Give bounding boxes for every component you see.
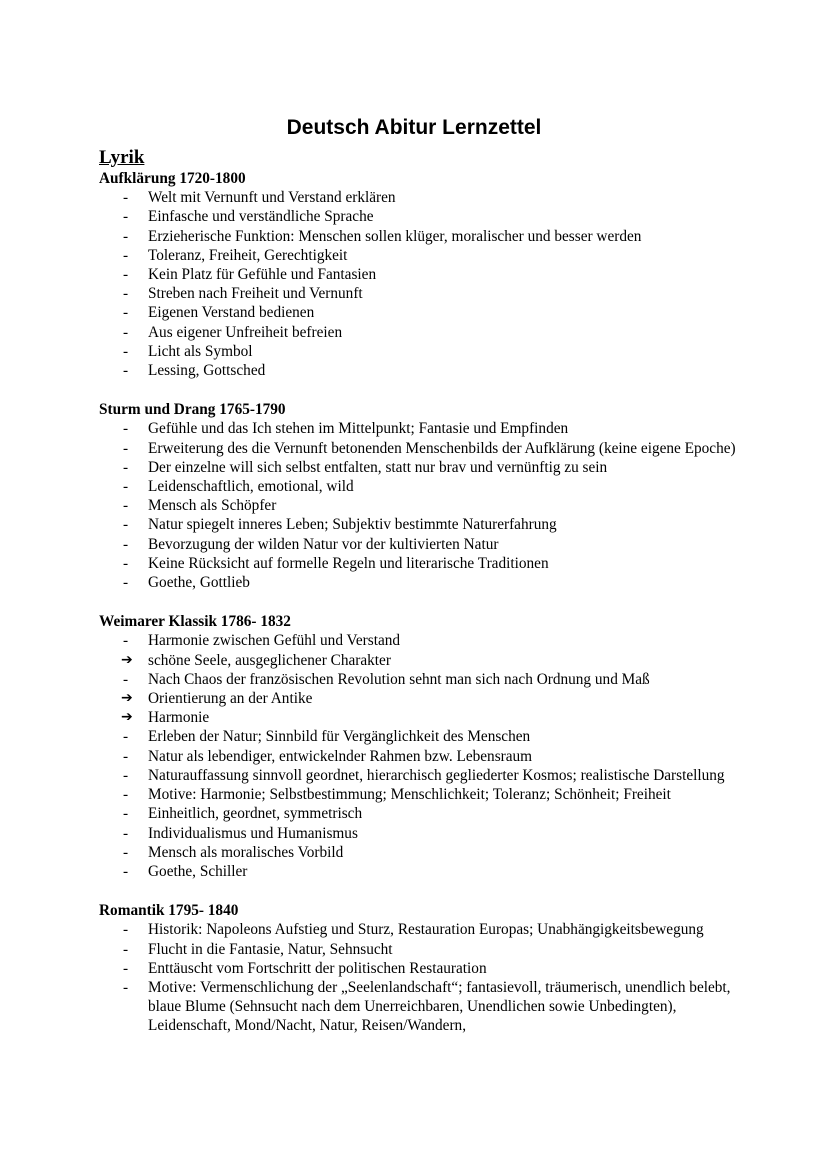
list-item-text: Goethe, Schiller bbox=[148, 862, 248, 880]
document-body bbox=[99, 146, 739, 1056]
list-item-text: Harmonie zwischen Gefühl und Verstand bbox=[148, 632, 401, 650]
list-item bbox=[99, 323, 739, 342]
list-item-text: Nach Chaos der französischen Revolution sehnt man sich nach Ordnung und Maß bbox=[148, 670, 650, 688]
list-item-text: Enttäuscht vom Fortschritt der politischen Restauration bbox=[148, 959, 487, 977]
list-item-text: Streben nach Freiheit und Vernunft bbox=[148, 285, 363, 303]
dash-bullet: - bbox=[123, 766, 129, 784]
list-item bbox=[99, 207, 739, 226]
dash-bullet: - bbox=[123, 189, 129, 207]
section-title-lyrik: Lyrik bbox=[99, 147, 145, 168]
list-item bbox=[99, 843, 739, 862]
list-item-text: Mensch als moralisches Vorbild bbox=[148, 843, 344, 861]
list-item bbox=[99, 458, 739, 477]
epoch-item-list bbox=[99, 920, 739, 1035]
list-item bbox=[99, 496, 739, 515]
dash-bullet: - bbox=[123, 246, 129, 264]
dash-bullet: - bbox=[123, 208, 129, 226]
document-title: Deutsch Abitur Lernzettel bbox=[286, 116, 542, 139]
list-item bbox=[99, 361, 739, 380]
list-item bbox=[99, 708, 739, 727]
list-item-text: Goethe, Gottlieb bbox=[148, 574, 250, 592]
list-item-text: Natur spiegelt inneres Leben; Subjektiv bestimmte Naturerfahrung bbox=[148, 516, 557, 534]
list-item-text: Natur als lebendiger, entwickelnder Rahmen bzw. Lebensraum bbox=[148, 747, 533, 765]
list-item-text: Erzieherische Funktion: Menschen sollen klüger, moralischer und besser werden bbox=[148, 227, 642, 245]
list-item-text: Historik: Napoleons Aufstieg und Sturz, Restauration Europas; Unabhängigkeitsbewegung bbox=[148, 921, 704, 939]
list-item-text: Motive: Vermenschlichung der „Seelenlandschaft“; fantasievoll, träumerisch, unendlich belebt, blaue Blume (Sehnsucht nach dem Unerreichbaren, Unendlichen sowie Unbedingten), Leidenschaft, Mond/Nacht, Natur, Reisen/Wandern, bbox=[148, 978, 731, 1035]
list-item-text: Individualismus und Humanismus bbox=[148, 824, 358, 842]
dash-bullet: - bbox=[123, 670, 129, 688]
list-item bbox=[99, 978, 739, 1036]
list-item-text: Kein Platz für Gefühle und Fantasien bbox=[148, 266, 377, 284]
dash-bullet: - bbox=[123, 632, 129, 650]
dash-bullet: - bbox=[123, 478, 129, 496]
epoch-title: Aufklärung 1720-1800 bbox=[99, 170, 246, 187]
list-item-text: Aus eigener Unfreiheit befreien bbox=[148, 323, 343, 341]
arrow-right-icon: ➔ bbox=[121, 709, 133, 726]
list-item bbox=[99, 670, 739, 689]
list-item bbox=[99, 554, 739, 573]
list-item bbox=[99, 804, 739, 823]
epoch-romantik bbox=[99, 901, 739, 1035]
list-item bbox=[99, 477, 739, 496]
list-item-text: Einheitlich, geordnet, symmetrisch bbox=[148, 805, 363, 823]
dash-bullet: - bbox=[123, 959, 129, 977]
arrow-right-icon: ➔ bbox=[121, 690, 133, 707]
list-item bbox=[99, 651, 739, 670]
list-item-text: Keine Rücksicht auf formelle Regeln und literarische Traditionen bbox=[148, 554, 549, 572]
dash-bullet: - bbox=[123, 978, 129, 996]
list-item-text: Flucht in die Fantasie, Natur, Sehnsucht bbox=[148, 940, 393, 958]
list-item-text: schöne Seele, ausgeglichener Charakter bbox=[148, 651, 391, 669]
list-item-text: Bevorzugung der wilden Natur vor der kultivierten Natur bbox=[148, 535, 499, 553]
dash-bullet: - bbox=[123, 728, 129, 746]
dash-bullet: - bbox=[123, 266, 129, 284]
dash-bullet: - bbox=[123, 921, 129, 939]
list-item bbox=[99, 862, 739, 881]
list-item bbox=[99, 785, 739, 804]
list-item-text: Orientierung an der Antike bbox=[148, 690, 313, 708]
list-item bbox=[99, 246, 739, 265]
list-item bbox=[99, 188, 739, 207]
list-item bbox=[99, 727, 739, 746]
epoch-title: Romantik 1795- 1840 bbox=[99, 902, 239, 920]
list-item-text: Erweiterung des die Vernunft betonenden Menschenbilds der Aufklärung (keine eigene Epoche) bbox=[148, 439, 736, 457]
epoch-title: Sturm und Drang 1765-1790 bbox=[99, 401, 286, 419]
arrow-right-icon: ➔ bbox=[121, 651, 133, 668]
list-item-text: Mensch als Schöpfer bbox=[148, 497, 277, 515]
dash-bullet: - bbox=[123, 304, 129, 322]
dash-bullet: - bbox=[123, 458, 129, 476]
list-item bbox=[99, 265, 739, 284]
dash-bullet: - bbox=[123, 805, 129, 823]
dash-bullet: - bbox=[123, 497, 129, 515]
dash-bullet: - bbox=[123, 843, 129, 861]
epoch-title: Weimarer Klassik 1786- 1832 bbox=[99, 613, 291, 631]
epoch-item-list bbox=[99, 631, 739, 881]
dash-bullet: - bbox=[123, 420, 129, 438]
list-item bbox=[99, 573, 739, 592]
epoch-sturm-und-drang bbox=[99, 400, 739, 592]
dash-bullet: - bbox=[123, 323, 129, 341]
list-item bbox=[99, 689, 739, 708]
dash-bullet: - bbox=[123, 786, 129, 804]
dash-bullet: - bbox=[123, 362, 129, 380]
dash-bullet: - bbox=[123, 535, 129, 553]
list-item bbox=[99, 535, 739, 554]
list-item bbox=[99, 766, 739, 785]
list-item-text: Licht als Symbol bbox=[148, 342, 253, 360]
list-item-text: Naturauffassung sinnvoll geordnet, hierarchisch gegliederter Kosmos; realistische Darstellung bbox=[148, 766, 725, 784]
dash-bullet: - bbox=[123, 940, 129, 958]
list-item-text: Harmonie bbox=[148, 709, 210, 727]
list-item bbox=[99, 747, 739, 766]
list-item bbox=[99, 439, 739, 458]
epoch-item-list bbox=[99, 188, 739, 380]
list-item bbox=[99, 284, 739, 303]
list-item bbox=[99, 631, 739, 650]
dash-bullet: - bbox=[123, 824, 129, 842]
list-item-text: Der einzelne will sich selbst entfalten, statt nur brav und vernünftig zu sein bbox=[148, 458, 608, 476]
list-item-text: Einfasche und verständliche Sprache bbox=[148, 208, 374, 226]
list-item bbox=[99, 940, 739, 959]
list-item-text: Eigenen Verstand bedienen bbox=[148, 304, 315, 322]
list-item bbox=[99, 824, 739, 843]
epoch-aufklaerung bbox=[99, 169, 739, 380]
list-item bbox=[99, 959, 739, 978]
list-item bbox=[99, 920, 739, 939]
dash-bullet: - bbox=[123, 554, 129, 572]
dash-bullet: - bbox=[123, 342, 129, 360]
list-item bbox=[99, 515, 739, 534]
list-item-text: Erleben der Natur; Sinnbild für Vergänglichkeit des Menschen bbox=[148, 728, 531, 746]
list-item-text: Welt mit Vernunft und Verstand erklären bbox=[148, 189, 396, 207]
dash-bullet: - bbox=[123, 285, 129, 303]
dash-bullet: - bbox=[123, 574, 129, 592]
dash-bullet: - bbox=[123, 862, 129, 880]
list-item-text: Leidenschaftlich, emotional, wild bbox=[148, 478, 354, 496]
list-item bbox=[99, 342, 739, 361]
list-item-text: Motive: Harmonie; Selbstbestimmung; Menschlichkeit; Toleranz; Schönheit; Freiheit bbox=[148, 786, 671, 804]
list-item-text: Gefühle und das Ich stehen im Mittelpunkt; Fantasie und Empfinden bbox=[148, 420, 569, 438]
list-item-text: Toleranz, Freiheit, Gerechtigkeit bbox=[148, 246, 348, 264]
list-item-text: Lessing, Gottsched bbox=[148, 362, 266, 380]
list-item bbox=[99, 303, 739, 322]
dash-bullet: - bbox=[123, 439, 129, 457]
dash-bullet: - bbox=[123, 516, 129, 534]
dash-bullet: - bbox=[123, 747, 129, 765]
dash-bullet: - bbox=[123, 227, 129, 245]
epoch-weimarer-klassik bbox=[99, 612, 739, 881]
epoch-item-list bbox=[99, 419, 739, 592]
list-item bbox=[99, 419, 739, 438]
list-item bbox=[99, 227, 739, 246]
